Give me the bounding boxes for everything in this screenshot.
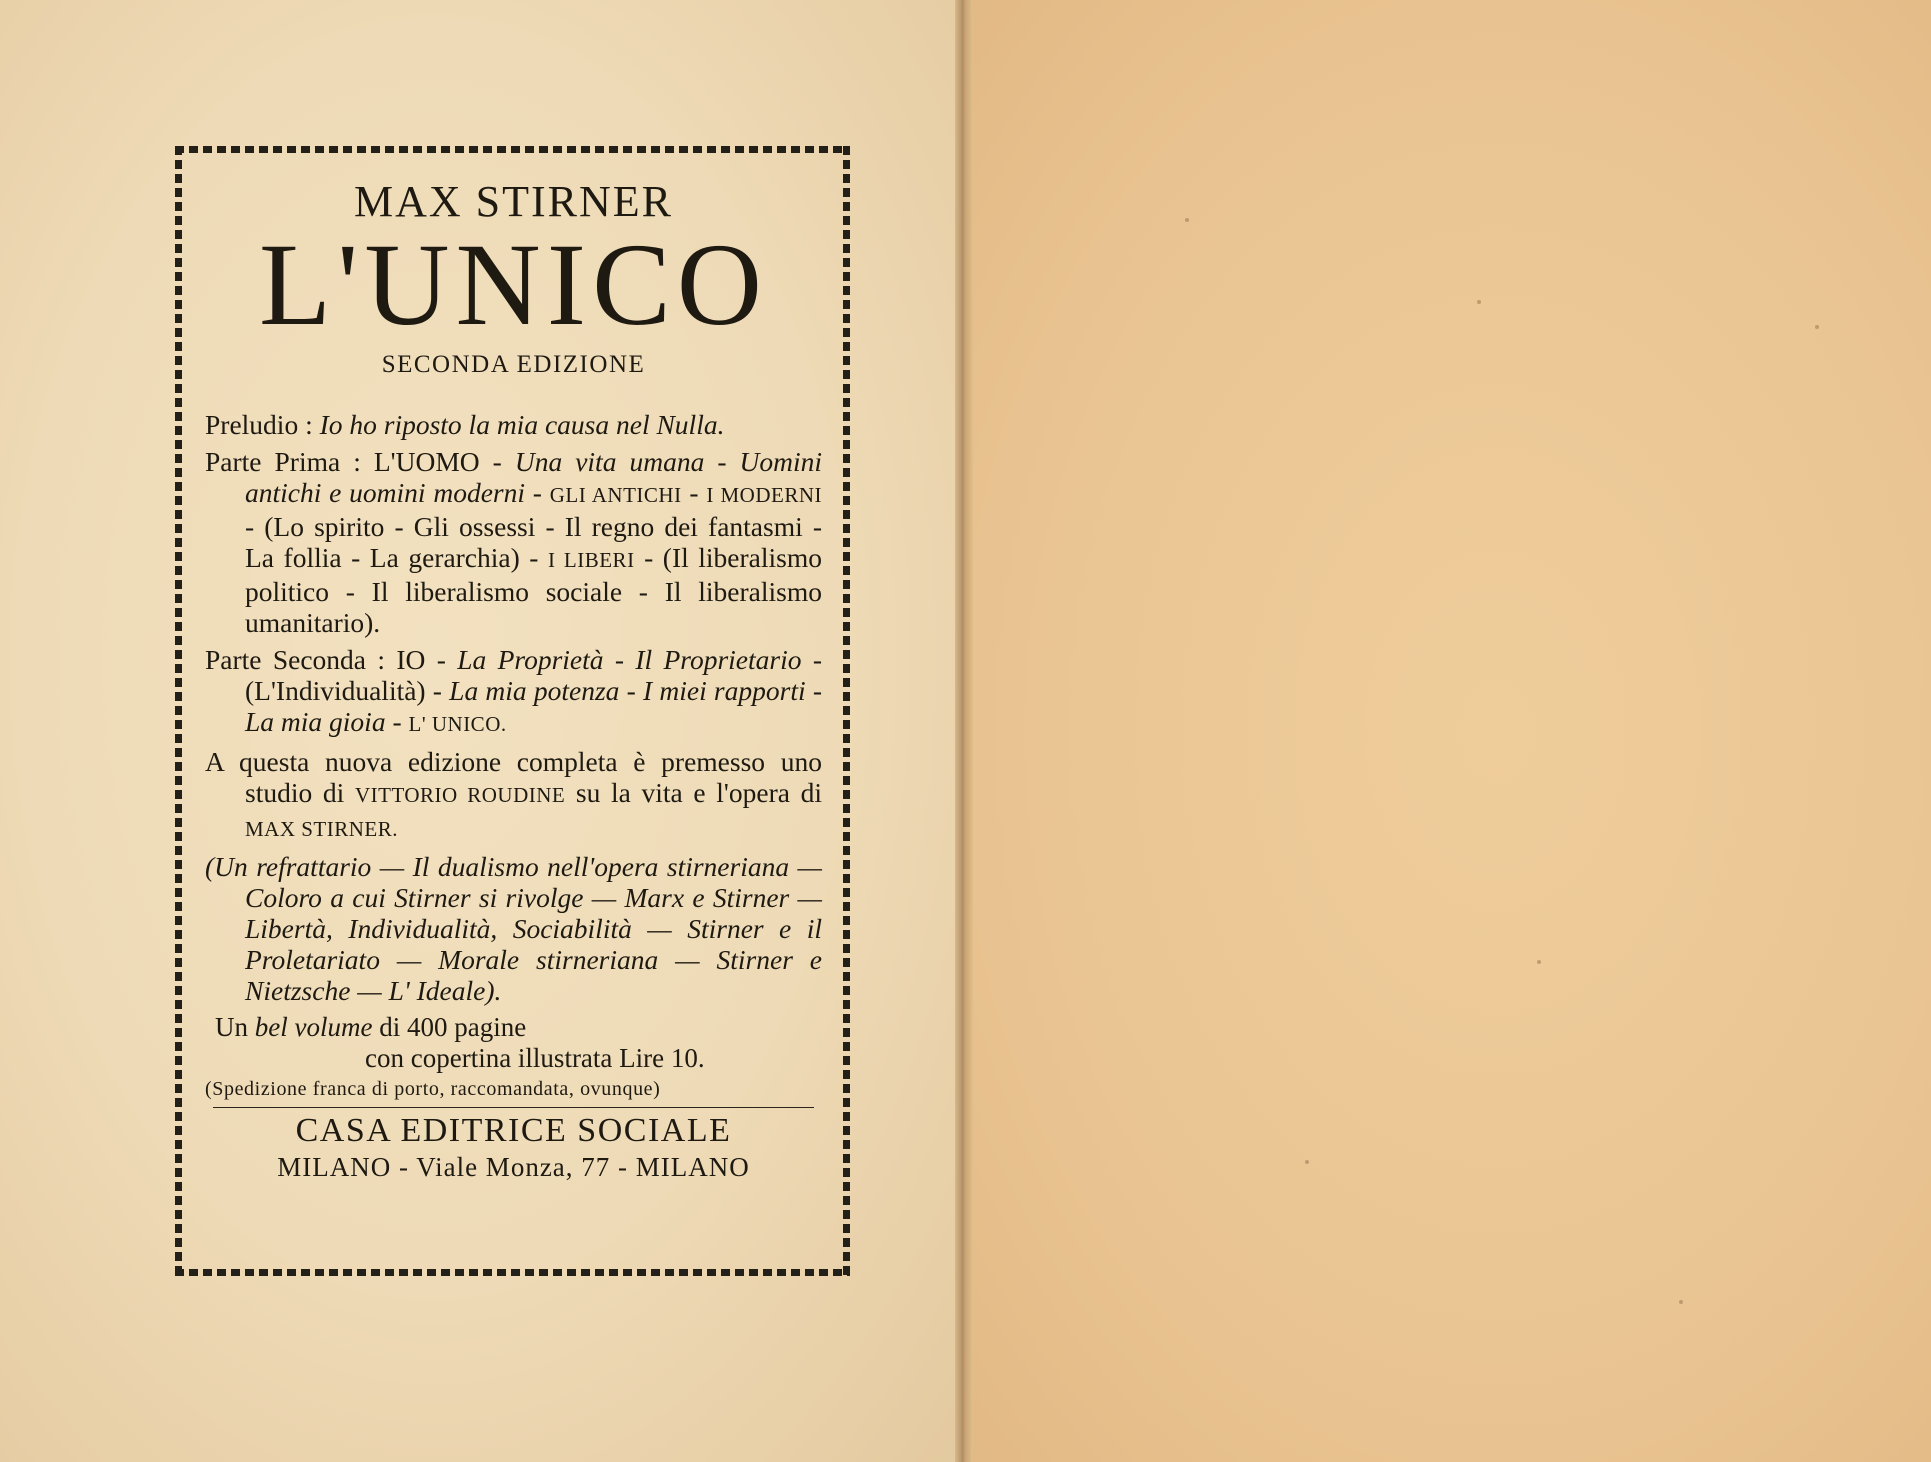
text-run: - (L'Individualità) - [245,644,822,706]
preludio-label: Preludio : [205,409,313,440]
text-run: A questa nuova edizione completa è premesso uno studio di [205,746,822,808]
price-line-2: con copertina illustrata Lire 10. [365,1043,705,1073]
publisher-address: MILANO - Viale Monza, 77 - MILANO [277,1152,750,1182]
parte-prima-label: Parte Prima : [205,446,361,477]
section-i-moderni: I MODERNI [706,483,822,507]
text-run: di 400 pagine [372,1012,527,1042]
right-page [967,0,1931,1462]
price-block [205,1012,822,1074]
text-run: - [425,644,458,675]
paper-speck [1679,1300,1683,1304]
text-run: - [479,446,515,477]
text-run: Un [215,1012,255,1042]
author-name: MAX STIRNER [353,177,674,226]
parte-prima-head: L'UOMO [373,446,480,477]
paper-speck [1477,300,1481,304]
advertisement-box [175,146,850,1276]
parte-seconda-italic-2: La mia potenza - I miei rapporti - La mia gioia [245,675,822,737]
text-run: - (Lo spirito - Gli ossessi - Il regno dei fantasmi - La follia - La gerarchia) - [245,511,822,573]
book-gutter [955,0,973,1462]
dotted-border-top [175,146,850,153]
section-gli-antichi: GLI ANTICHI [549,483,682,507]
paper-speck [1537,960,1541,964]
text-run: - (Il liberalismo politico - Il liberalismo sociale - Il liberalismo umanitario). [245,542,822,638]
book-title: L'UNICO [259,219,768,350]
section-i-liberi: I LIBERI [548,548,635,572]
contents-listing [205,409,822,1006]
premessa-paragraph [205,746,822,845]
paper-speck [1185,218,1189,222]
parte-prima-italic: Una vita umana - Uomini antichi e uomini moderni [245,446,822,508]
parte-prima-paragraph [205,446,822,638]
preludio-paragraph [205,409,822,440]
vittorio-roudine: VITTORIO ROUDINE [354,783,566,807]
text-run: - [385,706,409,737]
text-run: - [681,477,707,508]
parte-seconda-head: IO [396,644,426,675]
paper-speck [1305,1160,1309,1164]
paper-speck [1815,325,1819,329]
dotted-border-bottom [175,1269,850,1276]
shipping-note: (Spedizione franca di porto, raccomandata, ovunque) [205,1078,661,1100]
preludio-text: Io ho riposto la mia causa nel Nulla. [319,409,725,440]
divider [213,1107,814,1108]
max-stirner-ref: MAX STIRNER. [245,817,399,841]
text-run: su la vita e l'opera di [565,777,823,808]
parte-seconda-paragraph [205,644,822,740]
advertisement-content [205,174,822,1250]
price-line-1 [215,1012,822,1043]
publisher-name: CASA EDITRICE SOCIALE [295,1112,732,1149]
parte-seconda-italic-1: La Proprietà - Il Proprietario [457,644,802,675]
bel-volume: bel volume [254,1012,373,1042]
parte-seconda-label: Parte Seconda : [205,644,385,675]
text-run: - [525,477,550,508]
section-l-unico: L' UNICO. [408,712,507,736]
dotted-border-left [175,146,182,1276]
study-index-paragraph: (Un refrattario — Il dualismo nell'opera stirneriana — Coloro a cui Stirner si rivolge — Marx e Stirner — Libertà, Individualità, Sociabilità — Stirner e il Proletariato — Morale stirneriana — Stirner e Nietzsche — L' Ideale). [205,851,822,1006]
edition-label: SECONDA EDIZIONE [381,351,646,378]
dotted-border-right [843,146,850,1276]
